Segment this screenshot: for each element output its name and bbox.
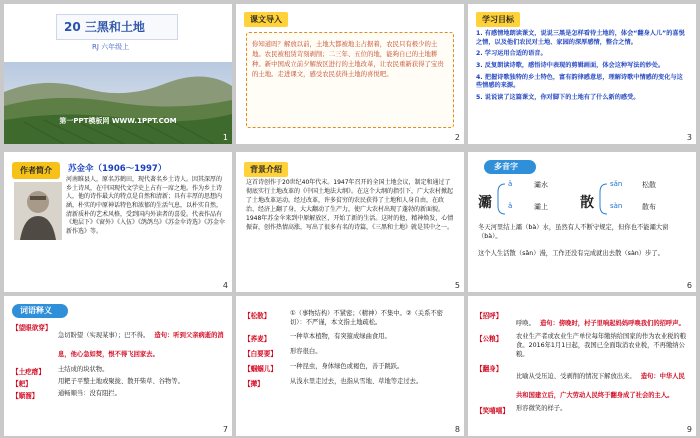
landscape-photo: [4, 62, 232, 144]
slide-title: 20 三黑和土地: [64, 20, 145, 34]
vocab-example: 造句：听到父亲病逝的消息，他心急如焚，恨不得飞回家去。: [58, 332, 224, 358]
vocab-word: 【招呼】: [476, 312, 503, 320]
vocab-word: 【公粮】: [476, 335, 503, 343]
slide-thumbnail-6[interactable]: [468, 152, 696, 292]
slide-number: 2: [454, 133, 460, 142]
vocab-row: [12, 366, 226, 376]
vocab-word: 【土疙瘩】: [12, 368, 45, 376]
section-tag: 课文导入: [244, 12, 288, 27]
vocab-row: [12, 322, 226, 360]
word-1b: 灞上: [534, 203, 548, 211]
example-sentence-2: 这个人生活散（sǎn）漫，工作还没有完成就出去散（sàn）步了。: [478, 250, 664, 257]
watermark-footer: 第一PPT模板网 WWW.1PPT.COM: [59, 117, 177, 125]
vocab-def: 呼唤。: [516, 320, 535, 327]
author-name: 苏金伞（1906～1997）: [68, 164, 167, 174]
slide-thumbnail-8[interactable]: [236, 296, 464, 436]
vocab-def: 土结成的块状物。: [58, 366, 109, 373]
section-tag: 背景介绍: [244, 162, 288, 177]
slide-number: 8: [454, 425, 460, 434]
vocab-word: 【顺溜】: [12, 392, 39, 400]
vocab-example: 造句：中华人民共和国建立后，广大劳动人民终于翻身成了社会的主人。: [516, 373, 685, 400]
pinyin-2a: sǎn: [610, 180, 623, 188]
pinyin-1b: ǎ: [508, 202, 513, 210]
background-text: 这首诗创作于20世纪40年代末。1947年召开的全国土地会议，制定和通过了彻底实行土地改革的《中国土地法大纲》。在这个大纲的指引下，广大农村掀起了土地改革运动。经过改革，许多贫穷的农民获得了土地和人身自由，在政治、经济上翻了身，大大翻动了生产力，使广大农村出现了蓬勃的新面貌。1948年苏金伞来到中原解放区，开始了新的生活。这时的他，精神焕发，心情振奋，创作热情高涨，写出了很多有名的诗篇，《三黑和土地》就是其中之一。: [246, 179, 454, 231]
slide-thumbnail-7[interactable]: [4, 296, 232, 436]
vocab-word: 【翻身】: [476, 365, 503, 374]
vocab-word: 【白要要】: [244, 349, 277, 358]
vocab-def: 一种草本植物，有突箍成绿曲食用。: [290, 332, 391, 340]
vocab-word: 【笑嘻嘻】: [476, 407, 509, 416]
section-tag: 词语释义: [20, 306, 52, 315]
vocab-word: 【蝈蝈儿】: [244, 364, 277, 373]
char-2: 散: [580, 195, 594, 211]
vocab-example: 造句：傍晚时，村子里响起妈妈呼唤我们的招呼声。: [539, 320, 685, 327]
slide-number: 7: [222, 425, 228, 434]
vocab-def: 从浅水里走过去，也指从雪地、草地等走过去。: [290, 377, 423, 385]
vocab-row: [244, 378, 458, 388]
vocab-def: ①（事物结构）不紧密；（精神）不集中。②（关系不密切）：不严谨，本文指土地疏松。: [290, 310, 443, 326]
slide-number: 3: [686, 133, 692, 142]
author-portrait: [14, 182, 62, 240]
slide-thumbnail-4[interactable]: [4, 152, 232, 292]
vocab-def: 农业生产者或农业生产单位每年缴纳给国家的作为农业税的粮食。2016年1月1日起，我国已全面取消农业税，不再缴纳公粮。: [516, 333, 687, 358]
bracket-1: [494, 182, 506, 216]
author-bio: 河南睢县人，原名苏鹤田，现代著名乡土诗人。因其深厚的乡土诗风，在中国现代文学史上占有一席之地。作为乡土诗人，他的诗作最大的特点是自然和清新；具有丰厚的思想内涵，朴实的中原神话特色和浓郁的生活气息，以朴实自然，清新质朴的艺术风格，受到国内外读者的喜爱。代表作品有《地层下》《窗外》《入伍》《鸽鸽鸟》《苏金伞诗选》《苏金伞新作选》等。: [66, 176, 226, 236]
slide-thumbnail-5[interactable]: [236, 152, 464, 292]
goal-item: 2. 学习运用合适的语音。: [476, 50, 547, 58]
vocab-word: 【松散】: [244, 312, 271, 320]
section-tag: 多音字: [494, 162, 518, 171]
vocab-def: 一种昆虫，身体绿色或褐色，善于跳跃。: [290, 362, 404, 370]
slide-thumbnail-2[interactable]: [236, 4, 464, 144]
vocab-word: 【撵】: [244, 379, 264, 388]
vocab-row: [476, 333, 690, 359]
slide-number: 9: [686, 425, 692, 434]
vocab-row: [244, 348, 458, 358]
slide-number: 6: [686, 281, 692, 290]
word-2a: 松散: [642, 181, 656, 189]
vocab-def: 形容很白。: [290, 347, 322, 355]
pinyin-1a: ǎ: [508, 180, 513, 188]
section-tag: 作者简介: [12, 162, 60, 179]
vocab-def: 用耙子平整土地或聚拢、散开柴草、谷物等。: [58, 378, 184, 385]
example-sentence-1: 冬天河里结上灞（bà）水，虽然有人不断守规定，但你也不能灞大窗（bà）。: [478, 224, 669, 240]
goal-item: 4. 把握诗歌独特的乡土特色，富有韵律感意思，理解诗歌中情感的变化与这些情感的来源。: [476, 73, 683, 90]
vocab-row: [244, 333, 458, 343]
vocab-def: 通畅顺当：没有阻拦。: [58, 390, 121, 397]
vocab-row: [12, 378, 226, 388]
goals-list: [476, 30, 688, 103]
vocab-def: 形容微笑的样子。: [516, 405, 567, 413]
vocab-row: [476, 310, 690, 329]
goal-item: 3. 反复朗读诗歌，感悟诗中表现的剪辑画面，体会这种写法的妙处。: [476, 62, 665, 70]
vocab-word: 【耙】: [12, 380, 32, 388]
vocab-word: 【望眼欲穿】: [12, 324, 52, 332]
vocab-def: 比喻从受压迫、受剥削的情况下解放出来。: [516, 373, 636, 381]
vocab-row: [476, 405, 690, 415]
vocab-def: 急切盼望（实现某事）；巴不得。: [58, 332, 150, 339]
section-tag: 学习目标: [476, 12, 520, 27]
vocab-row: [12, 390, 226, 400]
slide-thumbnail-1[interactable]: [4, 4, 232, 144]
slide-number: 5: [454, 281, 460, 290]
word-2b: 散布: [642, 203, 656, 211]
goal-item: 1. 有感情地朗读课文，说说三黑是怎样看待土地的，体会“翻身人儿”的喜悦之情，以及他们农民对土地、家园的深厚感情，整合之情。: [476, 30, 685, 46]
word-1a: 灞水: [534, 181, 548, 189]
char-1: 灞: [478, 195, 492, 211]
intro-text: 你知道吗？解放以前，土地大都被地主占据着，农民只有极少的土地。农民被租赁苛刻剥削；二三年、五位的地，能夠自已的土地耕种。新中国成立前夕解放区进行的土地改革，让农民重新获得了宝贵的土地。走进课文，感受农民获得土地的喜悦吧。: [252, 40, 444, 78]
bracket-2: [596, 182, 608, 216]
vocab-row: [244, 363, 458, 373]
slide-thumbnail-9[interactable]: [468, 296, 696, 436]
slide-number: 4: [222, 281, 228, 290]
vocab-word: 【荞麦】: [244, 334, 271, 343]
slide-number: 1: [222, 133, 228, 142]
vocab-row: [476, 363, 690, 401]
slide-thumbnail-3[interactable]: [468, 4, 696, 144]
pinyin-2b: sàn: [610, 202, 623, 210]
vocab-row: [244, 310, 458, 328]
grade-label: RJ 六年级上: [92, 43, 130, 51]
goal-item: 5. 说说读了这篇课文，你对脚下的土地有了什么新的感受。: [476, 94, 640, 102]
